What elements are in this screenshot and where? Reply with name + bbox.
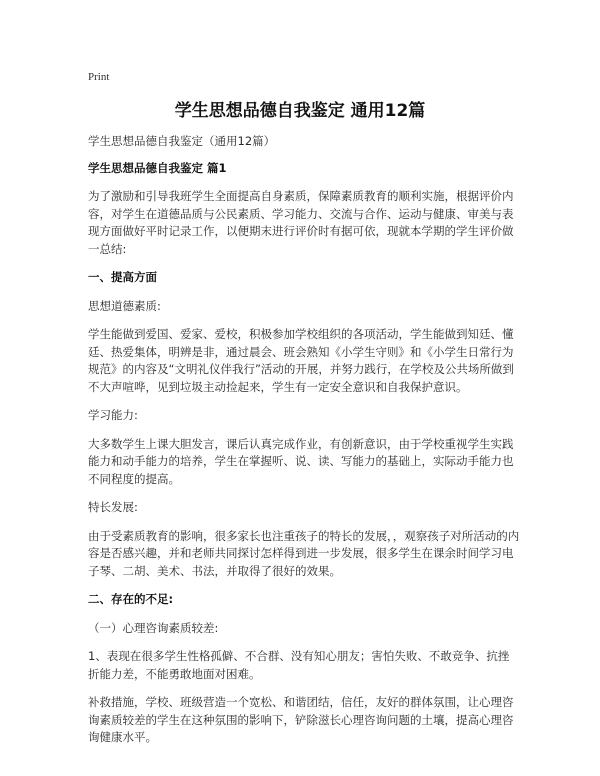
section-title: 学生思想品德自我鉴定 篇1 xyxy=(88,160,227,175)
remedy-paragraph: 补救措施，学校、班级营造一个宽松、和谐团结，信任，友好的群体氛围，让心理咨询素质较差的学生在这种氛围的影响下，铲除滋长心理咨询问题的土壤，提高心理咨询健康水平。 xyxy=(88,695,514,744)
print-label[interactable]: Print xyxy=(88,71,110,83)
label-moral: 思想道德素质: xyxy=(88,298,161,313)
document-subtitle: 学生思想品德自我鉴定（通用12篇） xyxy=(88,134,276,148)
moral-paragraph: 学生能做到爱国、爱家、爱校，积极参加学校组织的各项活动，学生能做到知廷、懂廷、热爱集体，明辨是非，通过晨会、班会熟知《小学生守则》和《小学生日常行为规范》的内容及“文明礼仪伴我行”活动的开展，并努力践行，在学校及公共场所做到不大声喧哗，见到垃圾主动捡起来，学生有一定安全意识和自我保护意识。 xyxy=(88,327,514,394)
study-paragraph: 大多数学生上课大胆发言，课后认真完成作业，有创新意识，由于学校重视学生实践能力和动手能力的培养，学生在掌握听、说、读、写能力的基础上，实际动手能力也不同程度的提高。 xyxy=(88,436,514,486)
heading-shortcomings: 二、存在的不足: xyxy=(88,592,174,606)
page-title: 学生思想品德自我鉴定 通用12篇 xyxy=(174,101,426,121)
item-1-paragraph: 1、表现在很多学生性格孤僻、不合群、没有知心朋友；害怕失败、不敢竞争、抗挫折能力差，不能勇敢地面对困难。 xyxy=(88,649,510,681)
sub-heading-psychology: （一）心理咨询素质较差: xyxy=(88,620,219,635)
document-body xyxy=(88,133,520,758)
talent-paragraph: 由于受素质教育的影响，很多家长也注重孩子的特长的发展，，观察孩子对所活动的内容是否感兴趣，并和老师共同探讨怎样得到进一步发展，很多学生在课余时间学习电子琴、二胡、美术、书法，并取得了很好的效果。 xyxy=(88,528,520,578)
heading-improvement: 一、提高方面 xyxy=(88,270,157,284)
intro-paragraph: 为了激励和引导我班学生全面提高自身素质，保障素质教育的顺利实施，根据评价内容，对学生在道德品质与公民素质、学习能力、交流与合作、运动与健康、审美与表现方面做好平时记录工作，以便期末进行评价时有据可依，现就本学期的学生评价做一总结: xyxy=(88,189,514,256)
label-study: 学习能力: xyxy=(88,408,138,422)
label-talent: 特长发展: xyxy=(88,500,138,514)
